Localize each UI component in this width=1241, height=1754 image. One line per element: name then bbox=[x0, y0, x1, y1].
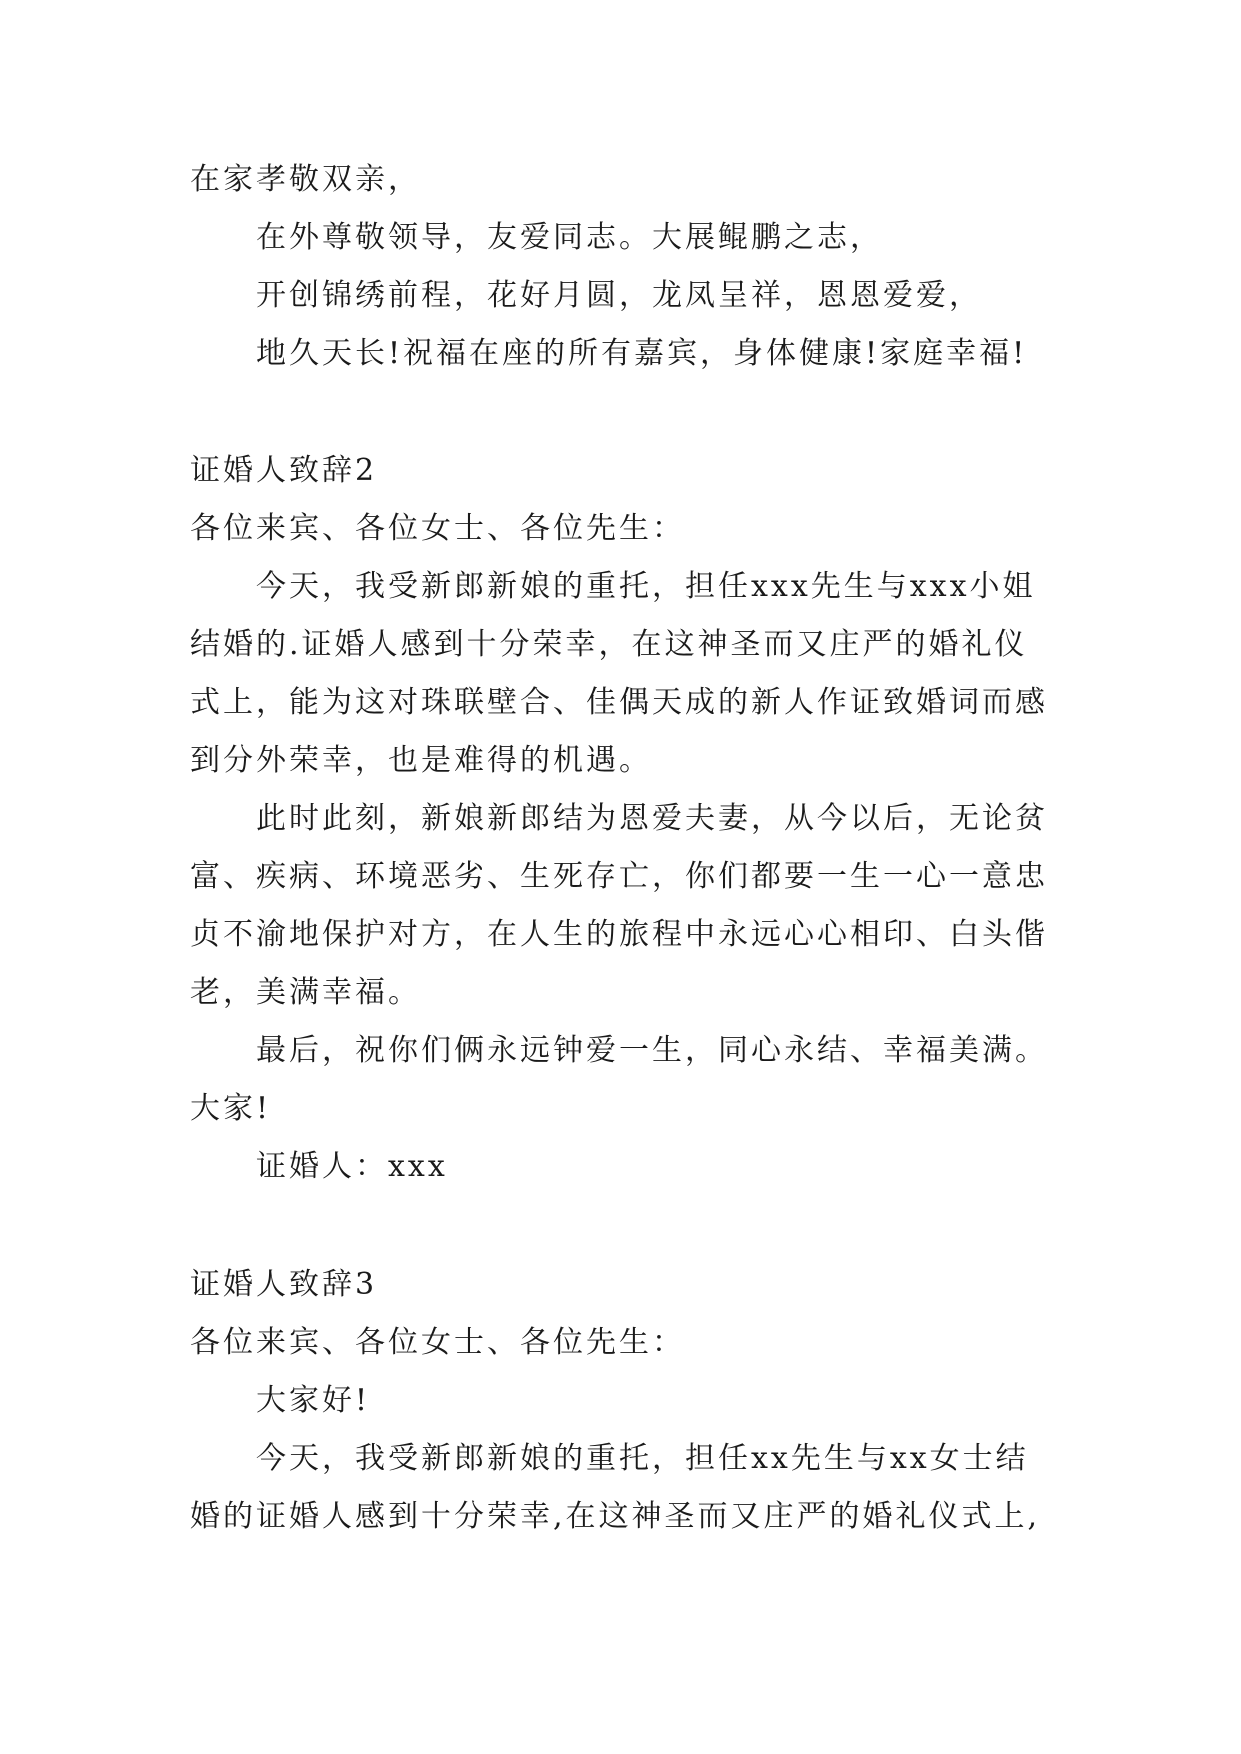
paragraph-line: 地久天长!祝福在座的所有嘉宾，身体健康!家庭幸福! bbox=[256, 336, 1028, 371]
paragraph-line: 贞不渝地保护对方，在人生的旅程中永远心心相印、白头偕 bbox=[190, 917, 1048, 952]
paragraph-line: 在家孝敬双亲， bbox=[190, 162, 421, 197]
paragraph-line: 结婚的.证婚人感到十分荣幸，在这神圣而又庄严的婚礼仪 bbox=[190, 627, 1028, 662]
paragraph-line: 式上，能为这对珠联壁合、佳偶天成的新人作证致婚词而感 bbox=[190, 685, 1048, 720]
paragraph-line: 此时此刻，新娘新郎结为恩爱夫妻，从今以后，无论贫 bbox=[256, 801, 1048, 836]
paragraph-line: 富、疾病、环境恶劣、生死存亡，你们都要一生一心一意忠 bbox=[190, 859, 1048, 894]
paragraph-line: 婚的证婚人感到十分荣幸,在这神圣而又庄严的婚礼仪式上, bbox=[190, 1499, 1041, 1534]
paragraph-line: 最后，祝你们俩永远钟爱一生，同心永结、幸福美满。 bbox=[256, 1033, 1048, 1068]
paragraph-line: 大家! bbox=[190, 1091, 272, 1126]
paragraph-line: 开创锦绣前程，花好月圆，龙凤呈祥，恩恩爱爱， bbox=[256, 278, 982, 313]
salutation-line: 各位来宾、各位女士、各位先生： bbox=[190, 511, 685, 546]
signature-line: 证婚人：xxx bbox=[256, 1149, 448, 1184]
paragraph-line: 大家好! bbox=[256, 1383, 371, 1418]
salutation-line: 各位来宾、各位女士、各位先生： bbox=[190, 1325, 685, 1360]
paragraph-line: 到分外荣幸，也是难得的机遇。 bbox=[190, 743, 652, 778]
paragraph-line: 今天，我受新郎新娘的重托，担任xxx先生与xxx小姐 bbox=[256, 569, 1036, 604]
paragraph-line: 今天，我受新郎新娘的重托，担任xx先生与xx女士结 bbox=[256, 1441, 1029, 1476]
section-heading: 证婚人致辞2 bbox=[190, 453, 378, 488]
section-heading: 证婚人致辞3 bbox=[190, 1267, 378, 1302]
paragraph-line: 老，美满幸福。 bbox=[190, 975, 421, 1010]
paragraph-line: 在外尊敬领导，友爱同志。大展鲲鹏之志， bbox=[256, 220, 883, 255]
